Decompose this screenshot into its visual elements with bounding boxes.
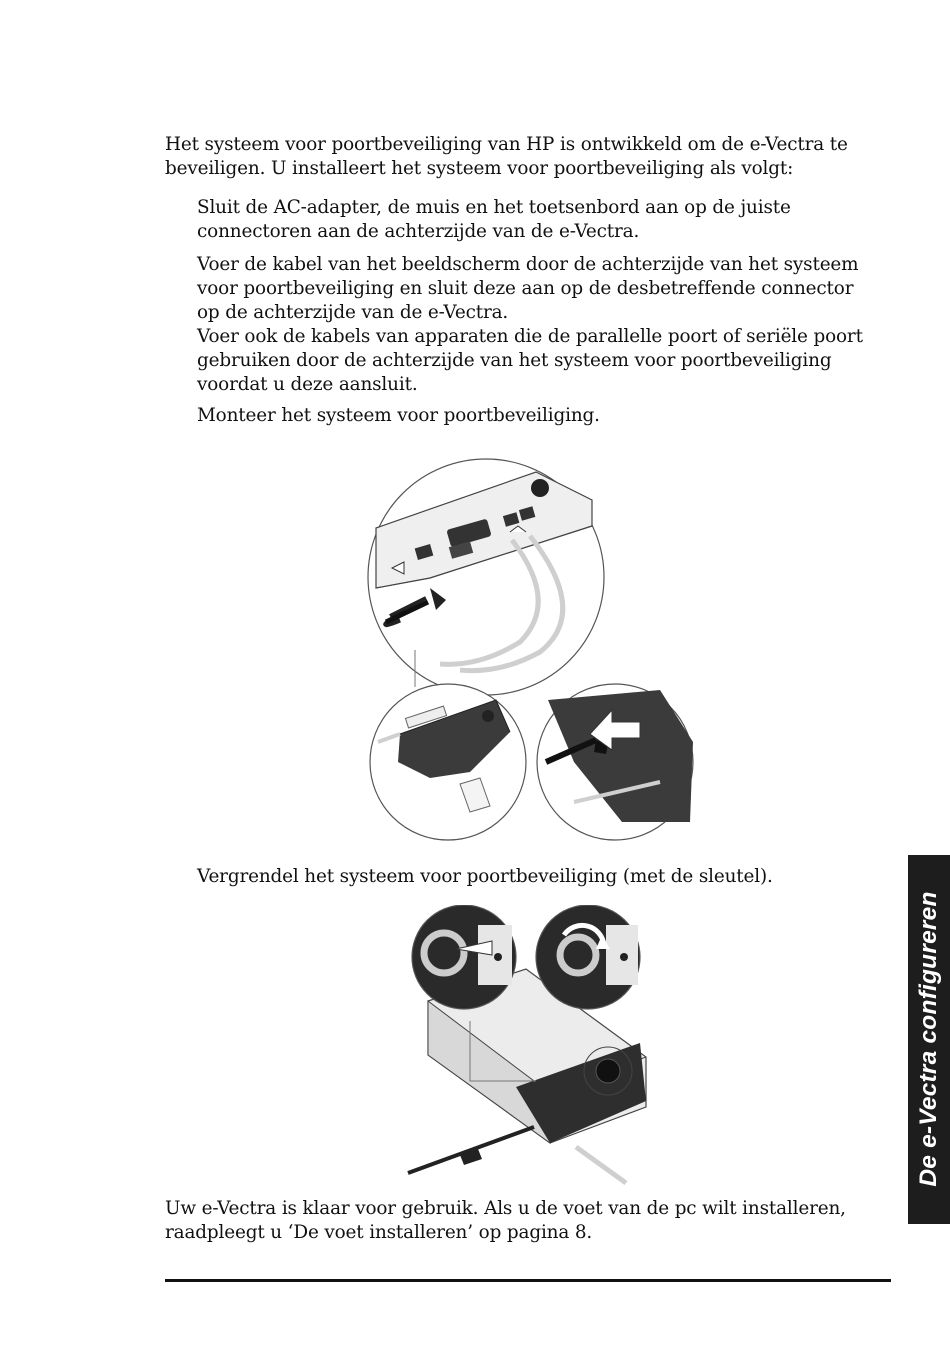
intro-line: Het systeem voor poortbeveiliging van HP is ontwikkeld om de e-Vectra te (165, 134, 848, 155)
footer-rule (165, 1279, 891, 1282)
section-side-tab (908, 855, 950, 1224)
rear-panel-detail (368, 459, 604, 695)
section-side-tab-label: De e-Vectra configureren (915, 891, 942, 1187)
step-line: gebruiken door de achterzijde van het systeem voor poortbeveiliging (197, 350, 832, 371)
closing-paragraph (165, 1197, 905, 1245)
cover-detail-left (370, 684, 526, 840)
lock-security-illustration (400, 905, 660, 1185)
lock-detail-right (536, 905, 640, 1009)
step-route-cables (197, 253, 897, 397)
mount-security-illustration (360, 442, 700, 847)
lock-detail-left (412, 905, 516, 1009)
step-line: Sluit de AC-adapter, de muis en het toetsenbord aan op de juiste (197, 197, 791, 218)
step-line: Voer de kabel van het beeldscherm door de achterzijde van het systeem (197, 254, 859, 275)
step-connect-adapter (197, 196, 897, 244)
step-line: Monteer het systeem voor poortbeveiliging. (197, 405, 600, 426)
step-mount-security (197, 404, 897, 428)
step-line: voor poortbeveiliging en sluit deze aan op de desbetreffende connector (197, 278, 854, 299)
cover-detail-right (537, 684, 693, 840)
step-line: op de achterzijde van de e-Vectra. (197, 302, 509, 323)
step-line: voordat u deze aansluit. (197, 374, 418, 395)
step-line: connectoren aan de achterzijde van de e-Vectra. (197, 221, 640, 242)
step-line: Voer ook de kabels van apparaten die de parallelle poort of seriële poort (197, 326, 863, 347)
closing-line: raadpleegt u ‘De voet installeren’ op pagina 8. (165, 1222, 593, 1243)
closing-line: Uw e-Vectra is klaar voor gebruik. Als u de voet van de pc wilt installeren, (165, 1198, 846, 1219)
intro-paragraph (165, 133, 905, 181)
step-line: Vergrendel het systeem voor poortbeveiliging (met de sleutel). (197, 866, 773, 887)
step-lock-security (197, 865, 897, 889)
intro-line: beveiligen. U installeert het systeem voor poortbeveiliging als volgt: (165, 158, 794, 179)
